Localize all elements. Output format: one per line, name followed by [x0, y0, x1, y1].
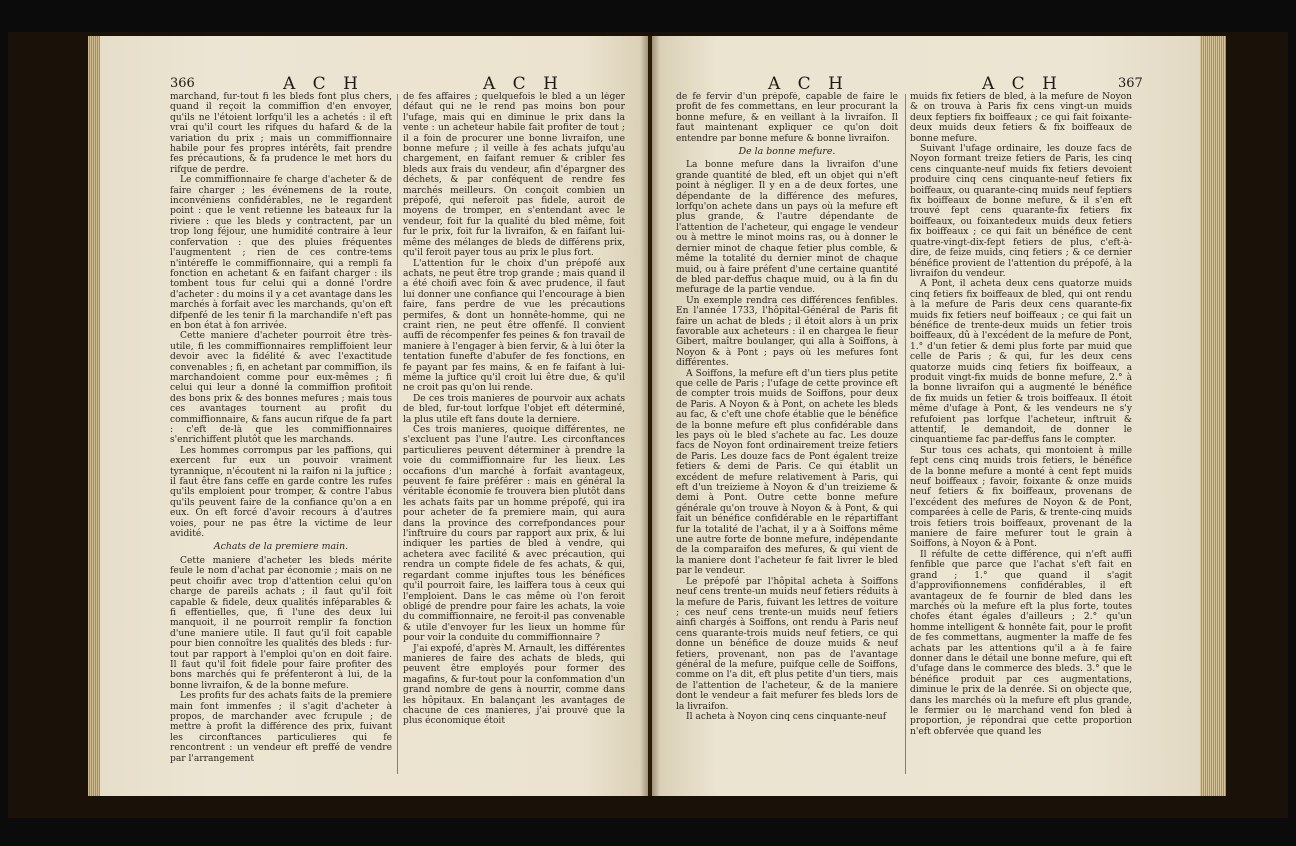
paragraph: Les profits fur des achats faits de la premiere main font immenfes ; il s'agit d'acheter à propos, de marchander avec fcrupule ; de mettre à profit la différence des prix, fuivant les circonftances particulieres qui fe rencontrent : un vendeur eft preffé de vendre par l'arrangement — [170, 691, 392, 764]
paragraph: muids fix fetiers de bled, à la mefure de Noyon & on trouva à Paris fix cens vingt-un muids deux feptiers fix boiffeaux ; ce qui fait foixante-deux muids deux fetiers & fix boiffeaux de bonne mefure. — [910, 92, 1132, 144]
paragraph: de fe fervir d'un prépofé, capable de faire le profit de fes commettans, en leur procurant la bonne mefure, & en veillant à la livraifon. Il faut maintenant expliquer ce qu'on doit entendre par bonne mefure & bonne livraifon. — [676, 92, 898, 144]
paragraph: Sur tous ces achats, qui montoient à mille fept cens cinq muids trois fetiers, le bénéfice de la bonne mefure a monté à cent fept muids neuf boiffeaux ; favoir, foixante & onze muids neuf fetiers & fix boiffeaux, provenans de l'excédent des mefures de Noyon & de Pont, comparées à celle de Paris, & trente-cinq muids trois fetiers trois boiffeaux, provenant de la maniere de faire mefurer tout le grain à Soiffons, à Noyon & à Pont. — [910, 445, 1132, 550]
paragraph: Ces trois manieres, quoique différentes, ne s'excluent pas l'une l'autre. Les circonftances particulieres peuvent déterminer à prendre la voie du commiffionnaire fur les lieux. Les occafions d'un marché à forfait avantageux, peuvent fe faire préférer : mais en général la véritable économie fe trouvera bien plutôt dans les achats faits par un homme prépofé, qui ira pour acheter de fa premiere main, qui aura dans la province des correfpondances pour l'inftruire du cours par rapport aux prix, & lui indiquer les parties de bled à vendre, qui achetera avec facilité & avec précaution, qui rendra un compte fidele de fes achats, & qui, regardant comme injuftes tous les bénéfices qu'il pourroit faire, les laiffera tous à ceux qui l'emploient. Dans le cas même où l'on feroit obligé de prendre pour faire les achats, la voie du commiffionnaire, ne feroit-il pas convenable & utile d'envoyer fur les lieux un homme fûr pour voir la conduite du commiffionnaire ? — [403, 425, 625, 644]
paragraph: marchand, fur-tout fi les bleds font plus chers, quand il reçoit la commiffion d'en envoyer, qu'ils ne l'étoient lorfqu'il les a achetés : il eft vrai qu'il court les rifques du hafard & de la variation du prix ; mais un commiffionnaire habile pour fes propres intérêts, fait prendre fes précautions, & fa prudence le met hors du rifque de perdre. — [170, 92, 392, 175]
paragraph: L'attention fur le choix d'un prépofé aux achats, ne peut être trop grande ; mais quand il a été choifi avec foin & avec prudence, il faut lui donner une confiance qui l'encourage à bien faire, fans perdre de vue les précautions permifes, & dont un honnête-homme, qui ne craint rien, ne peut être offenfé. Il convient auffi de récompenfer fes peines & fon travail de maniere à l'engager à bien fervir, & à lui ôter la tentation funefte d'abufer de fes fonctions, en fe payant par fes mains, & en fe faifant à lui-même la juftice qu'il croit lui être due, & qu'il ne croit pas qu'on lui rende. — [403, 258, 625, 394]
paragraph: Il réfulte de cette différence, qui n'eft auffi fenfible que parce que l'achat s'eft fait en grand ; 1.° que quand il s'agit d'approvifionnemens confidérables, il eft avantageux de fe fournir de bled dans les marchés où la mefure eft la plus forte, toutes chofes étant égales d'ailleurs ; 2.° qu'un homme intelligent & honnête fait, pour le profit de fes commettans, augmenter la maffe de fes achats par les attentions qu'il a à fe faire donner dans le détail une bonne mefure, qui eft d'ufage dans le commerce des bleds. 3.° que le bénéfice produit par ces augmentations, diminue le prix de la denrée. Si on objecte que, dans les marchés où la mefure eft plus grande, le fermier ou le marchand vend fon bled à proportion, je répondrai que cette proportion n'eft obfervée que quand les — [910, 549, 1132, 737]
book-gutter — [640, 36, 660, 796]
page-number: 367 — [1118, 76, 1143, 91]
paragraph: Cette maniere d'acheter les bleds mérite feule le nom d'achat par économie ; mais on ne peut choifir avec trop d'attention celui qu'on charge de pareils achats ; il faut qu'il foit capable & fidele, deux qualités inféparables & fi effentielles, que, fi l'une des deux lui manquoit, il ne pourroit remplir fa fonction d'une maniere utile. Il faut qu'il foit capable pour bien connoître les qualités des bleds : fur-tout par rapport à l'emploi qu'on en doit faire. Il faut qu'il foit fidele pour faire profiter des bons marchés qui fe préfenteront à lui, de la bonne livraifon, & de la bonne mefure. — [170, 555, 392, 691]
text-column — [676, 92, 898, 782]
left-page — [100, 36, 648, 796]
paragraph: J'ai expofé, d'après M. Arnault, les différentes manieres de faire des achats de bleds, qui peuvent être employés pour former des magafins, & fur-tout pour la confommation d'un grand nombre de gens à nourrir, comme dans les hôpitaux. En balançant les avantages de chacune de ces manieres, j'ai prouvé que la plus économique étoit — [403, 643, 625, 727]
right-page — [652, 36, 1200, 796]
paragraph: A Pont, il acheta deux cens quatorze muids cinq fetiers fix boiffeaux de bled, qui ont rendu à la mefure de Paris deux cens quarante-fix muids fix fetiers neuf boiffeaux ; ce qui fait un bénéfice de trente-deux muids un fetier trois boiffeaux, dû à l'excédent de la mefure de Pont, 1.° d'un fetier & demi plus forte par muid que celle de Paris ; & qui, fur les deux cens quatorze muids cinq fetiers fix boiffeaux, a produit vingt-fix muids de bonne mefure, 2.° à la bonne livraifon qui a augmenté le bénéfice de fix muids un fetier & trois boiffeaux. Il étoit même d'ufage à Pont, & les vendeurs ne s'y refufoient pas lorfque l'acheteur, inftruit & attentif, le demandoit, de donner le cinquantieme fac par-deffus fans le compter. — [910, 279, 1132, 446]
paragraph: Suivant l'ufage ordinaire, les douze facs de Noyon formant treize fetiers de Paris, les cinq cens cinquante-neuf muids fix fetiers devoient produire cinq cens cinquante-neuf fetiers fix boiffeaux, ou quarante-cinq muids neuf feptiers fix boiffeaux de bonne mefure, & il s'en eft trouvé fept cens quarante-fix fetiers fix boiffeaux, ou foixantedeux muids deux fetiers fix boiffeaux ; ce qui fait un bénéfice de cent quatre-vingt-dix-fept fetiers de plus, c'eft-à-dire, de feize muids, cinq fetiers ; & ce dernier bénéfice provient de l'attention du prépofé, à la livraifon du vendeur. — [910, 144, 1132, 279]
running-header: A C H — [283, 74, 364, 94]
text-column — [910, 92, 1132, 782]
paragraph: De ces trois manieres de pourvoir aux achats de bled, fur-tout lorfque l'objet eft déterminé, la plus utile eft fans doute la derniere. — [403, 393, 625, 425]
paragraph: de fes affaires ; quelquefois le bled a un léger défaut qui ne le rend pas moins bon pour l'ufage, mais qui en diminue le prix dans la vente : un acheteur habile fait profiter de tout ; il a foin de procurer une bonne livraifon, une bonne mefure ; il veille à fes achats jufqu'au chargement, en faifant remuer & cribler fes bleds aux frais du vendeur, afin d'épargner des déchets, & par conféquent de rendre fes marchés meilleurs. On conçoit combien un prépofé, qui neferoit pas fidele, auroit de moyens de tromper, en s'entendant avec le vendeur, foit fur la qualité du bled même, foit fur le prix, foit fur la livraifon, & en faifant lui-même des mélanges de bleds de différens prix, qu'il feroit payer tous au prix le plus fort. — [403, 92, 625, 259]
column-rule — [905, 94, 906, 774]
text-column — [403, 92, 625, 782]
text-column — [170, 92, 392, 782]
section-heading: De la bonne mefure. — [738, 146, 836, 158]
paragraph: La bonne mefure dans la livraifon d'une grande quantité de bled, eft un objet qui n'eft point à négliger. Il y en a de deux fortes, une dépendante de la différence des mefures, lorfqu'on achete dans un pays où la mefure eft plus grande, & l'autre dépendante de l'attention de l'acheteur, qui engage le vendeur ou à mettre le minot moins ras, ou à donner le dernier minot de chaque fetier plus comble, & même la totalité du dernier minot de chaque muid, ou à faire préfent d'une certaine quantité de bled par-deffus chaque muid, ou à la fin du mefurage de la partie vendue. — [676, 160, 898, 296]
paragraph: Cette maniere d'acheter pourroit être très-utile, fi les commiffionnaires rempliffoient leur devoir avec la fidélité & avec l'exactitude convenables ; fi, en achetant par commiffion, ils marchandoient comme pour eux-mêmes ; fi celui qui leur a donné la commiffion profitoit des bons prix & des bonnes mefures ; mais tous ces avantages tournent au profit du commiffionnaire, & fans aucun rifque de fa part : c'eft de-là que les commiffionnaires s'enrichiffent plutôt que les marchands. — [170, 331, 392, 446]
page-number: 366 — [170, 76, 195, 91]
running-header: A C H — [982, 74, 1063, 94]
paragraph: Les hommes corrompus par les paffions, qui exercent fur eux un pouvoir vraiment tyrannique, n'écoutent ni la raifon ni la juftice ; il faut être fans ceffe en garde contre les rufes qu'ils emploient pour tromper, & contre l'abus qu'ils peuvent faire de la confiance qu'on a en eux. On eft forcé d'avoir recours à d'autres voies, pour ne pas être la victime de leur avidité. — [170, 445, 392, 540]
running-header: A C H — [483, 74, 564, 94]
right-page-edges — [1200, 36, 1226, 796]
paragraph: A Soiffons, la mefure eft d'un tiers plus petite que celle de Paris ; l'ufage de cette province eft de compter trois muids de Soiffons, pour deux de Paris. A Noyon & à Pont, on achete les bleds au fac, & c'eft une chofe établie que le bénéfice de la bonne mefure eft plus confidérable dans les pays où le bled s'achete au fac. Les douze facs de Noyon font ordinairement treize fetiers de Paris. Les douze facs de Pont égalent treize fetiers & demi de Paris. Ce qui établit un excédent de mefure relativement à Paris, qui eft d'un treizieme à Noyon & d'un treizieme & demi à Pont. Outre cette bonne mefure générale qu'on trouve à Noyon & à Pont, & qui fait un bénéfice confidérable en le répartiffant fur la totalité de l'achat, il y a à Soiffons même une autre forte de bonne mefure, indépendante de la comparaifon des mefures, & qui vient de la maniere dont l'acheteur fe fait livrer le bled par le vendeur. — [676, 368, 898, 577]
running-header: A C H — [768, 74, 849, 94]
paragraph: Un exemple rendra ces différences fenfibles. En l'année 1733, l'hôpital-Général de Paris fit faire un achat de bleds ; il étoit alors à un prix favorable aux acheteurs : il en chargea le fieur Gibert, maître boulanger, qui alla à Soiffons, à Noyon & à Pont ; pays où les mefures font différentes. — [676, 295, 898, 369]
column-rule — [397, 94, 398, 774]
left-page-edges — [88, 36, 100, 796]
paragraph: Il acheta à Noyon cinq cens cinquante-neuf — [686, 711, 887, 722]
paragraph: Le prépofé par l'hôpital acheta à Soiffons neuf cens trente-un muids neuf fetiers réduits à la mefure de Paris, fuivant les lettres de voiture ; ces neuf cens trente-un muids neuf fetiers ainfi chargés à Soiffons, ont rendu à Paris neuf cens quarante-trois muids neuf fetiers, ce qui donne un bénéfice de douze muids & neuf fetiers, provenant, non pas de l'avantage général de la mefure, puifque celle de Soiffons, comme on l'a dit, eft plus petite d'un tiers, mais de l'attention de l'acheteur, & de la maniere dont le vendeur a fait mefurer fes bleds lors de la livraifon. — [676, 576, 898, 712]
section-heading: Achats de la premiere main. — [213, 541, 349, 553]
paragraph: Le commiffionnaire fe charge d'acheter & de faire charger ; les événemens de la route, inconvéniens confidérables, ne le regardent point : que le vent retienne les bateaux fur la riviere : que les bleds y contractent, par un trop long féjour, une humidité contraire à leur confervation : que des pluies fréquentes l'augmentent ; rien de ces contre-tems n'intéreffe le commiffionnaire, qui a rempli fa fonction en achetant & en faifant charger : ils tombent tous fur celui qui a donné l'ordre d'acheter : du moins il y a cet avantage dans les marchés à forfait avec les marchands, qu'on eft difpenfé de les tenir fi la marchandife n'eft pas en bon état à fon arrivée. — [170, 175, 392, 331]
